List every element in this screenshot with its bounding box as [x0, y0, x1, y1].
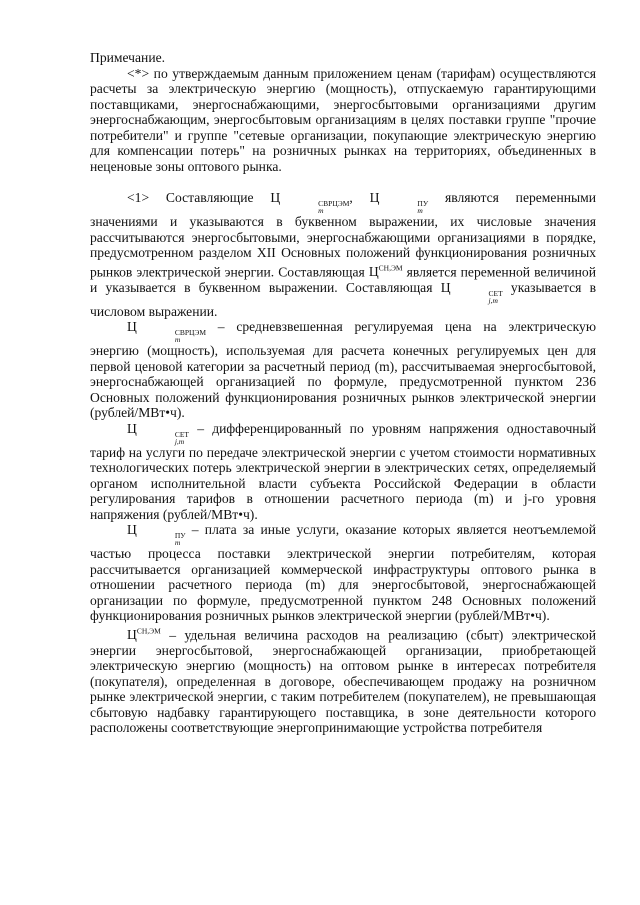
- definition-set: Ц СЕТ j,m – дифференцированный по уровням напряжения одноставочный тариф на услуги по передаче электрической энергии с учетом стоимости нормативных технологических потерь электрической энергии в электрических сетях, определяемый органом исполнительной власти субъекта Российской Федерации в области регулирования тарифов в отношении расчетного периода (m) и j-го уровня напряжения (рублей/МВт•ч).: [90, 420, 596, 522]
- definition-snem: $Ц^{СН,ЭМ}$ – удельная величина расходов на реализацию (сбыт) электрической энергии энергосбытовой, энергоснабжающей организации, приобретающей электрическую энергию (мощность) на оптовом рынке в интересах потребителя (покупателя), определенная в договоре, обеспечивающем продажу на розничном рынке электрической энергии, с таким потребителем (покупателем), не превышающая сбытовую надбавку гарантирующего поставщика, в зоне деятельности которого расположены соответствующие энергопринимающие устройства потребителя: [90, 626, 596, 736]
- components-paragraph: <1> Составляющие Ц СВРЦЭМ m , Ц ПУ m являются переменными значениями и указываются в буквенном выражении, их числовые значения рассчитываются энергосбытовыми, энергоснабжающими организациями в порядке, предусмотренном разделом XII Основных положений функционирования розничных рынков электрической энергии. Составляющая $Ц^{СН,ЭМ}$ является переменной величиной и указывается в буквенном выражении. Составляющая Ц СЕТ j,m указывается в числовом выражении.: [90, 190, 596, 319]
- formula-c-pu-m: Ц ПУ m: [127, 522, 186, 548]
- formula-c-set-jm: Ц СЕТ j,m: [440, 279, 503, 305]
- components-lead: <1> Составляющие: [127, 190, 254, 205]
- formula-c-snem: $Ц^{СН,ЭМ}$: [127, 626, 161, 643]
- formula-c-svrtsem-m: Ц СВРЦЭМ m: [127, 319, 207, 345]
- definition-pu: Ц ПУ m – плата за иные услуги, оказание которых является неотъемлемой частью процесса поставки электрической энергии потребителям, которая рассчитывается организацией коммерческой инфраструктуры оптового рынка в отношении расчетного периода (m) для энергосбытовой, энергоснабжающей организации по формуле, предусмотренной пунктом 248 Основных положений функционирования розничных рынков электрической энергии (рублей/МВт•ч).: [90, 522, 596, 624]
- formula-c-snem: $Ц^{СН,ЭМ}$: [368, 263, 403, 280]
- formula-c-svrtsem-m: Ц СВРЦЭМ m: [270, 190, 350, 215]
- components-text-3: указывается в числовом выражении.: [90, 279, 596, 319]
- components-text-1: являются переменными значениями и указываются в буквенном выражении, их числовые значения рассчитываются энергосбытовыми, энергоснабжающими организациями в порядке, предусмотренном разделом XII Основных положений функционирования розничных рынков электрической энергии. Составляющая: [90, 190, 596, 280]
- formula-c-pu-m: Ц ПУ m: [369, 190, 429, 215]
- components-text-2: является переменной величиной и указывается в буквенном выражении. Составляющая: [90, 264, 596, 295]
- note-title: Примечание.: [90, 50, 166, 65]
- definition-svrtsem: Ц СВРЦЭМ m – средневзвешенная регулируемая цена на электрическую энергию (мощность), используемая для расчета конечных регулируемых цен для первой ценовой категории за расчетный период (m), рассчитываемая энергосбытовой, энергоснабжающей организацией по формуле, предусмотренной пунктом 236 Основных положений функционирования розничных рынков электрической энергии (рублей/МВт•ч).: [90, 319, 596, 421]
- formula-c-set-jm: Ц СЕТ j,m: [127, 420, 189, 446]
- note-paragraph: <*> по утверждаемым данным приложением ценам (тарифам) осуществляются расчеты за электрическую энергию (мощность), отпускаемую гарантирующими поставщиками, энергоснабжающими, энергосбытовыми организациями другим энергоснабжающим, энергосбытовым организациям в целях поставки группе "прочие потребители" и группе "сетевые организации, покупающие электрическую энергию для компенсации потерь" на розничных рынках на территориях, объединенных в неценовые зоны оптового рынка.: [90, 65, 596, 174]
